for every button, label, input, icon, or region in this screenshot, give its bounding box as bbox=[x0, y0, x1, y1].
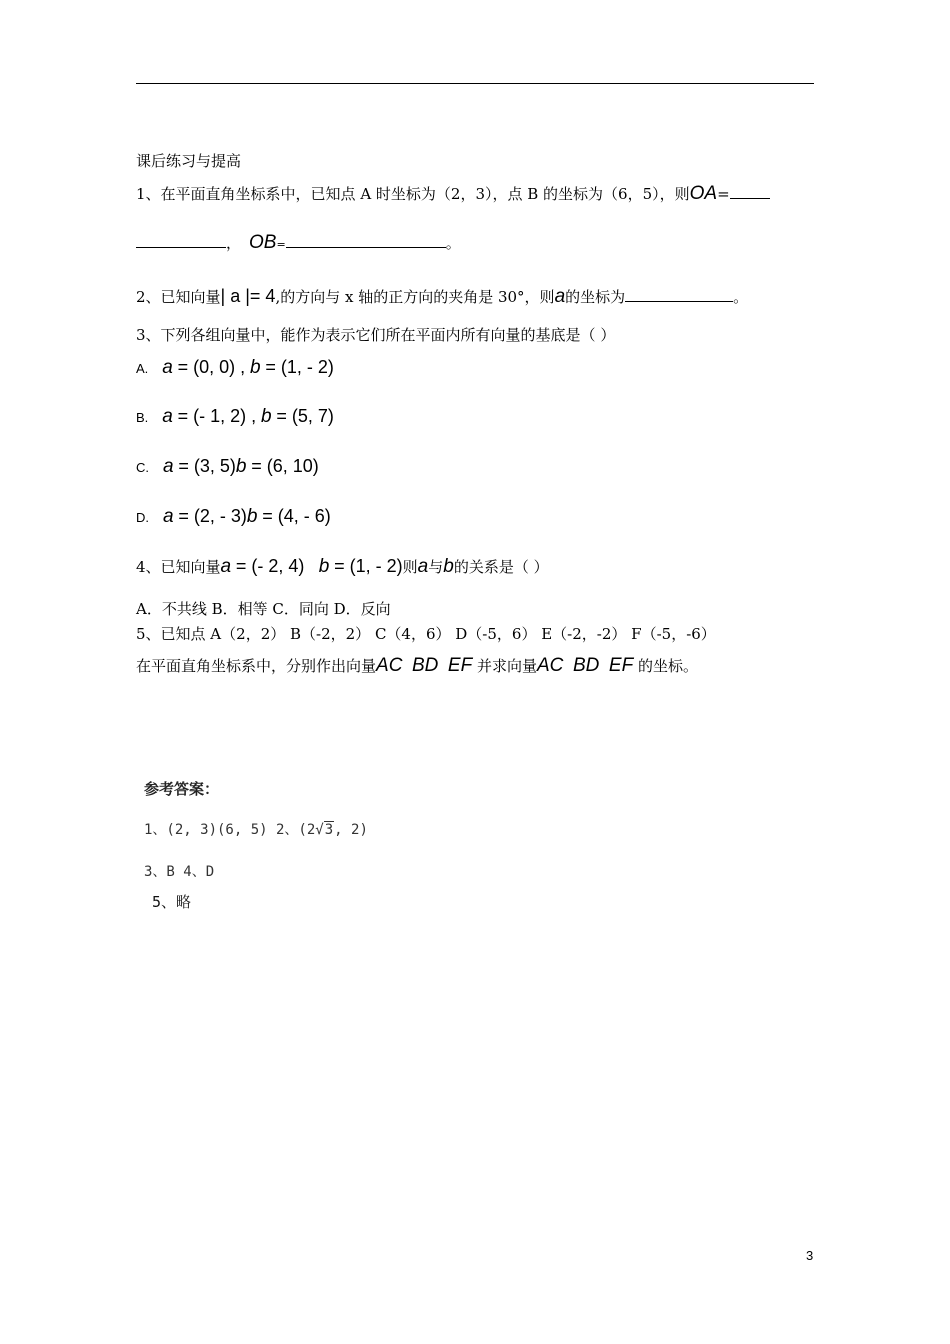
answer-blank[interactable] bbox=[286, 233, 446, 248]
question-1-line-1: 1、在平面直角坐标系中，已知点 A 时坐标为（2，3），点 B 的坐标为（6，5），则OA= bbox=[136, 184, 770, 204]
question-3-stem: 3、下列各组向量中，能作为表示它们所在平面内所有向量的基底是（ ） bbox=[136, 326, 616, 344]
question-4-options: A．不共线 B．相等 C．同向 D．反向 bbox=[136, 600, 391, 618]
answers-title: 参考答案： bbox=[144, 780, 220, 798]
answers-line-2: 3、B 4、D bbox=[144, 864, 215, 880]
answers-line-3: 5、略 bbox=[152, 893, 192, 911]
answers-line-1: 1、(2, 3)(6, 5) 2、(2√3, 2) bbox=[144, 822, 368, 838]
question-3-option-d[interactable]: D. a = (2, - 3)b = (4, - 6) bbox=[136, 506, 331, 527]
header-rule bbox=[136, 83, 814, 84]
question-1-line-2: ， OB= 。 bbox=[136, 233, 461, 255]
vector-a: a bbox=[554, 286, 566, 307]
question-2: 2、已知向量| a |= 4,的方向与 x 轴的正方向的夹角是 30°，则a的坐标为 。 bbox=[136, 286, 749, 307]
question-3-option-b[interactable]: B. a = (- 1, 2) , b = (5, 7) bbox=[136, 406, 334, 427]
question-3-option-c[interactable]: C. a = (3, 5)b = (6, 10) bbox=[136, 456, 319, 477]
question-5-points: 5、已知点 A（2，2） B（-2，2） C（4，6） D（-5，6） E（-2，-2） F（-5，-6） bbox=[136, 625, 716, 643]
question-3-option-a[interactable]: A. a = (0, 0) , b = (1, - 2) bbox=[136, 357, 334, 378]
question-5-task: 在平面直角坐标系中，分别作出向量AC BD EF 并求向量AC BD EF 的坐标。 bbox=[136, 655, 698, 676]
answer-blank[interactable] bbox=[730, 184, 770, 199]
vector-oa: OA bbox=[689, 183, 718, 204]
page-number: 3 bbox=[806, 1248, 814, 1263]
answer-blank[interactable] bbox=[625, 287, 733, 302]
answer-blank[interactable] bbox=[136, 233, 226, 248]
section-title: 课后练习与提高 bbox=[136, 152, 242, 170]
sqrt-symbol: √ bbox=[315, 822, 324, 838]
vector-a-magnitude: | a |= 4 bbox=[220, 286, 276, 306]
vector-ob: OB bbox=[249, 232, 277, 253]
question-4: 4、已知向量a = (- 2, 4) b = (1, - 2)则a与b的关系是（ ） bbox=[136, 556, 549, 577]
